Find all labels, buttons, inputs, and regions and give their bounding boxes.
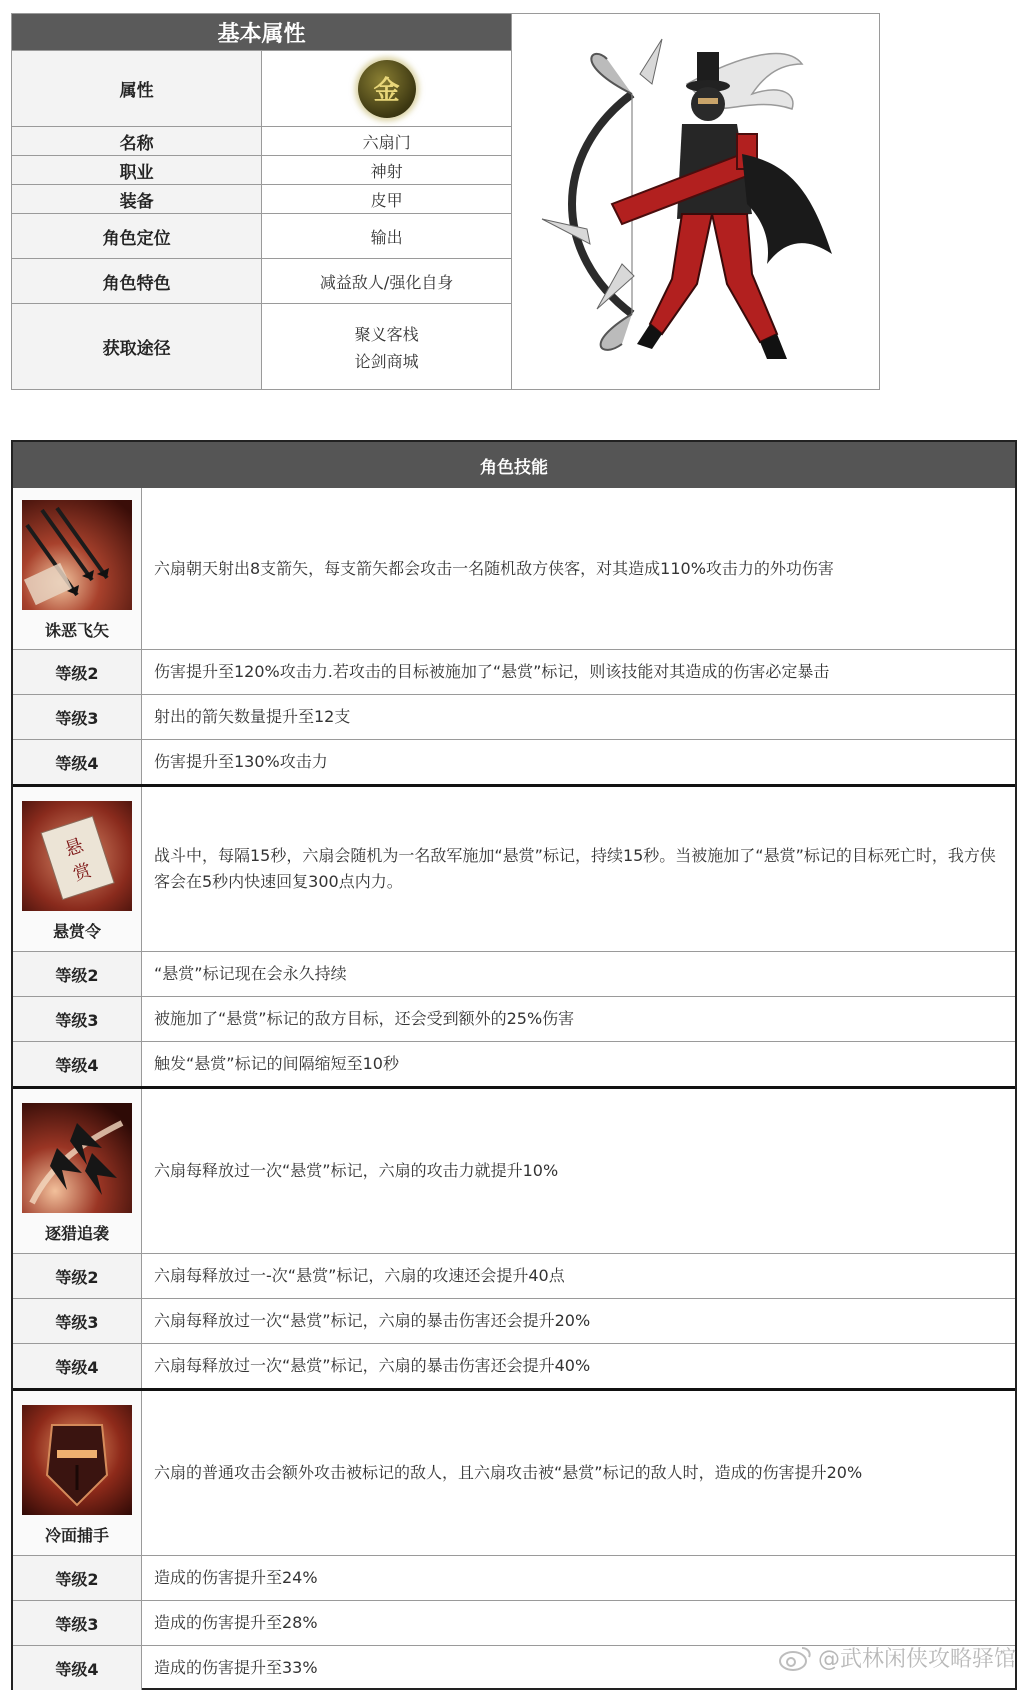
- attr-value-class: 神射: [262, 156, 512, 185]
- skill-level-row: [13, 1298, 1015, 1343]
- skill-level-label: 等级4: [13, 1646, 142, 1690]
- attr-value-armor: 皮甲: [262, 185, 512, 214]
- skill-level-label: 等级2: [13, 1556, 142, 1600]
- skill-name: 冷面捕手: [44, 1525, 109, 1545]
- skill-description: 六扇的普通攻击会额外攻击被标记的敌人，且六扇攻击被“悬赏”标记的敌人时，造成的伤害提升20%: [154, 1463, 863, 1483]
- basic-attributes-table: [12, 14, 512, 389]
- skill-group: [13, 784, 1015, 1086]
- skill-identity-cell: [13, 787, 142, 951]
- source-item: 聚义客栈: [354, 324, 419, 344]
- skill-level-text: 六扇每释放过一次“悬赏”标记，六扇的暴击伤害还会提升40%: [154, 1356, 591, 1376]
- chasing-arrows-icon: [22, 1103, 132, 1213]
- skill-description: 六扇每释放过一次“悬赏”标记，六扇的攻击力就提升10%: [154, 1161, 559, 1181]
- skill-main-row: [13, 1391, 1015, 1555]
- skill-level-row: [13, 951, 1015, 996]
- skill-description: 六扇朝天射出8支箭矢，每支箭矢都会攻击一名随机敌方侠客，对其造成110%攻击力的外功伤害: [154, 558, 834, 578]
- source-item: 论剑商城: [354, 351, 419, 371]
- skill-level-text: 伤害提升至120%攻击力.若攻击的目标被施加了“悬赏”标记，则该技能对其造成的伤害必定暴击: [154, 662, 830, 682]
- attr-key-feature: 角色特色: [12, 259, 262, 304]
- arrow-volley-icon: [22, 500, 132, 610]
- metal-element-badge-icon: 金: [358, 60, 416, 118]
- attr-value-role: 输出: [262, 214, 512, 259]
- attr-value-source: [262, 304, 512, 390]
- skill-level-text: 触发“悬赏”标记的间隔缩短至10秒: [154, 1054, 399, 1074]
- skill-level-row: [13, 739, 1015, 784]
- skill-level-label: 等级2: [13, 952, 142, 996]
- attr-key-source: 获取途径: [12, 304, 262, 390]
- skill-level-label: 等级4: [13, 740, 142, 784]
- skill-level-row: [13, 1041, 1015, 1086]
- attr-value-feature: 减益敌人/强化自身: [262, 259, 512, 304]
- svg-text:赏: 赏: [70, 859, 95, 885]
- skill-level-text: “悬赏”标记现在会永久持续: [154, 964, 347, 984]
- attr-key-element: 属性: [12, 51, 262, 127]
- skill-name: 逐猎追袭: [44, 1223, 109, 1243]
- skill-level-row: [13, 1253, 1015, 1298]
- skill-level-label: 等级4: [13, 1042, 142, 1086]
- skill-level-label: 等级4: [13, 1344, 142, 1388]
- attr-value-element: [262, 51, 512, 127]
- basic-info-panel: [11, 13, 880, 390]
- skill-level-label: 等级3: [13, 1601, 142, 1645]
- skill-level-row: [13, 694, 1015, 739]
- skill-level-label: 等级2: [13, 650, 142, 694]
- attr-key-role: 角色定位: [12, 214, 262, 259]
- skill-group: [13, 1086, 1015, 1388]
- skill-level-row: [13, 996, 1015, 1041]
- skill-level-row: [13, 1600, 1015, 1645]
- skill-identity-cell: [13, 488, 142, 649]
- skill-level-label: 等级2: [13, 1254, 142, 1298]
- skill-level-row: [13, 1343, 1015, 1388]
- skill-level-text: 被施加了“悬赏”标记的敌方目标，还会受到额外的25%伤害: [154, 1009, 575, 1029]
- skill-level-text: 六扇每释放过一次“悬赏”标记，六扇的暴击伤害还会提升20%: [154, 1311, 591, 1331]
- skills-table: [11, 440, 1017, 1690]
- character-portrait: [512, 14, 879, 389]
- skill-description: 战斗中，每隔15秒，六扇会随机为一名敌军施加“悬赏”标记，持续15秒。当被施加了“悬赏”标记的目标死亡时，我方侠客会在5秒内快速回复300点内力。: [154, 846, 996, 891]
- skill-level-label: 等级3: [13, 1299, 142, 1343]
- archer-character-image: [512, 14, 880, 389]
- skill-main-row: [13, 488, 1015, 649]
- skill-level-text: 射出的箭矢数量提升至12支: [154, 707, 351, 727]
- skill-main-row: [13, 1089, 1015, 1253]
- attr-value-name: 六扇门: [262, 127, 512, 156]
- skill-name: 诛恶飞矢: [44, 621, 109, 640]
- attr-key-name: 名称: [12, 127, 262, 156]
- skill-level-text: 造成的伤害提升至33%: [154, 1658, 318, 1678]
- skill-group: [13, 488, 1015, 784]
- weibo-logo-icon: [778, 1644, 812, 1672]
- watermark: [778, 1642, 1016, 1673]
- skill-main-row: [13, 787, 1015, 951]
- skill-name: 悬赏令: [52, 921, 101, 941]
- skills-header: 角色技能: [13, 442, 1015, 488]
- skill-identity-cell: [13, 1089, 142, 1253]
- skill-level-text: 伤害提升至130%攻击力: [154, 752, 328, 772]
- skill-level-label: 等级3: [13, 997, 142, 1041]
- skill-level-text: 造成的伤害提升至24%: [154, 1568, 318, 1588]
- skill-identity-cell: [13, 1391, 142, 1555]
- svg-text:悬: 悬: [62, 834, 87, 861]
- attr-key-class: 职业: [12, 156, 262, 185]
- skill-level-row: [13, 1555, 1015, 1600]
- skill-level-text: 造成的伤害提升至28%: [154, 1613, 318, 1633]
- attr-key-armor: 装备: [12, 185, 262, 214]
- watermark-text: @武林闲侠攻略驿馆: [817, 1647, 1016, 1672]
- skill-level-text: 六扇每释放过一-次“悬赏”标记，六扇的攻速还会提升40点: [154, 1266, 565, 1286]
- basic-attributes-header: 基本属性: [12, 14, 512, 51]
- skill-level-label: 等级3: [13, 695, 142, 739]
- bounty-scroll-icon: [22, 801, 132, 911]
- skill-level-row: [13, 649, 1015, 694]
- masked-face-icon: [22, 1405, 132, 1515]
